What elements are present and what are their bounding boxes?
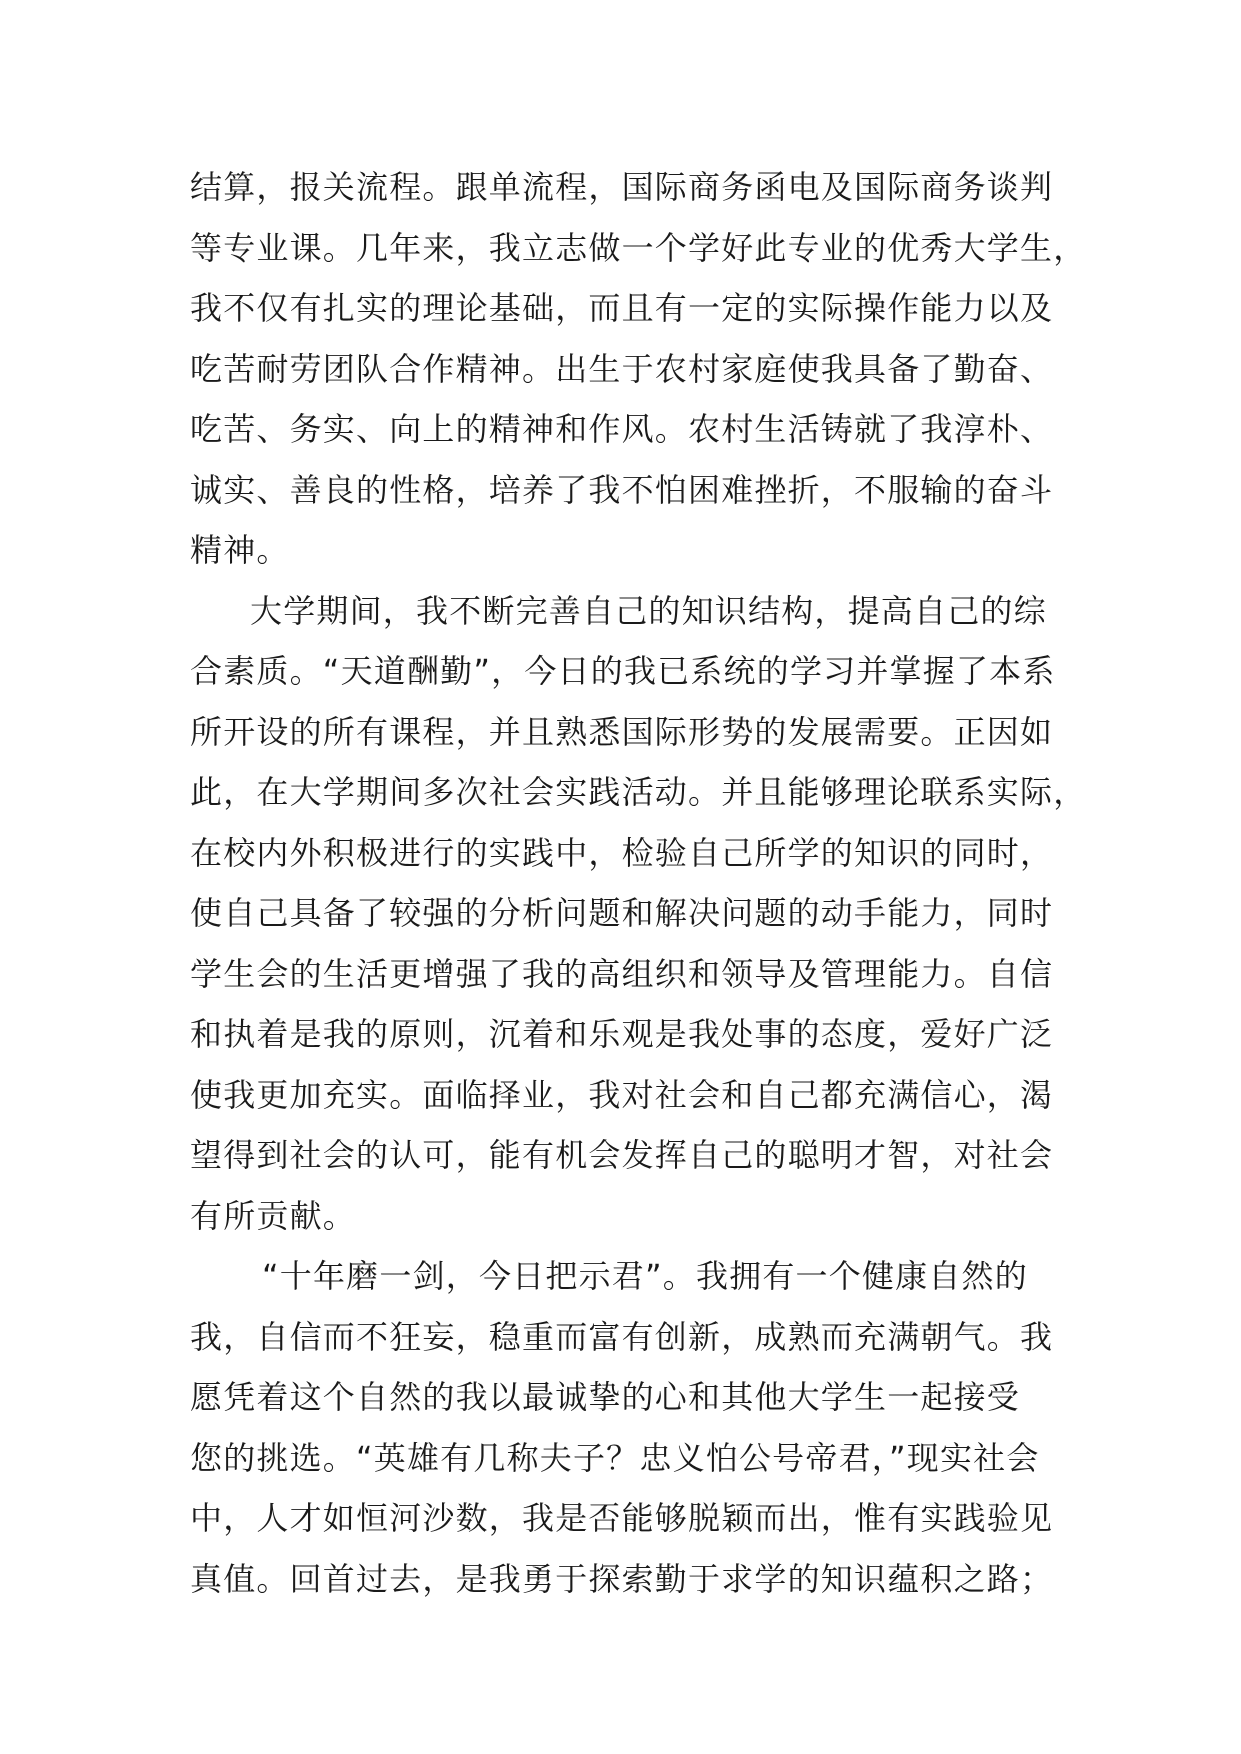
text-line: 所开设的所有课程，并且熟悉国际形势的发展需要。正因如 xyxy=(190,712,1054,751)
text-line: 诚实、善良的性格，培养了我不怕困难挫折，不服输的奋斗 xyxy=(190,470,1054,509)
text-line: 有所贡献。 xyxy=(190,1196,357,1235)
text-line: 我，自信而不狂妄，稳重而富有创新，成熟而充满朝气。我 xyxy=(190,1317,1054,1356)
text-line: 中，人才如恒河沙数，我是否能够脱颖而出，惟有实践验见 xyxy=(190,1499,1054,1537)
text-line: 吃苦耐劳团队合作精神。出生于农村家庭使我具备了勤奋、 xyxy=(190,349,1054,388)
text-line: 真值。回首过去，是我勇于探索勤于求学的知识蕴积之路； xyxy=(190,1559,1054,1598)
body-text xyxy=(190,157,1087,1609)
text-line: 精神。 xyxy=(190,531,290,569)
text-line: 在校内外积极进行的实践中，检验自己所学的知识的同时， xyxy=(190,833,1054,872)
text-line: 我不仅有扎实的理论基础，而且有一定的实际操作能力以及 xyxy=(190,289,1054,327)
paragraph-start-line: “十年磨一剑，今日把示君”。我拥有一个健康自然的 xyxy=(262,1257,1028,1295)
text-line: 此，在大学期间多次社会实践活动。并且能够理论联系实际， xyxy=(190,773,1087,811)
text-line: 和执着是我的原则，沉着和乐观是我处事的态度，爱好广泛 xyxy=(190,1015,1054,1053)
text-line: 学生会的生活更增强了我的高组织和领导及管理能力。自信 xyxy=(190,954,1054,993)
text-line: 吃苦、务实、向上的精神和作风。农村生活铸就了我淳朴、 xyxy=(190,410,1054,448)
text-line: 合素质。“天道酬勤”，今日的我已系统的学习并掌握了本系 xyxy=(190,652,1056,690)
paragraph-start-line: 大学期间，我不断完善自己的知识结构，提高自己的综 xyxy=(250,591,1047,630)
text-line: 使我更加充实。面临择业，我对社会和自己都充满信心，渴 xyxy=(190,1075,1054,1114)
text-line: 您的挑选。“英雄有几称夫子？忠义怕公号帝君，”现实社会 xyxy=(190,1438,1040,1477)
text-line: 愿凭着这个自然的我以最诚挚的心和其他大学生一起接受 xyxy=(190,1378,1021,1416)
text-line: 望得到社会的认可，能有机会发挥自己的聪明才智，对社会 xyxy=(190,1136,1054,1174)
text-line: 使自己具备了较强的分析问题和解决问题的动手能力，同时 xyxy=(190,894,1054,932)
text-line: 等专业课。几年来，我立志做一个学好此专业的优秀大学生， xyxy=(190,228,1087,267)
text-line: 结算，报关流程。跟单流程，国际商务函电及国际商务谈判 xyxy=(190,168,1054,206)
